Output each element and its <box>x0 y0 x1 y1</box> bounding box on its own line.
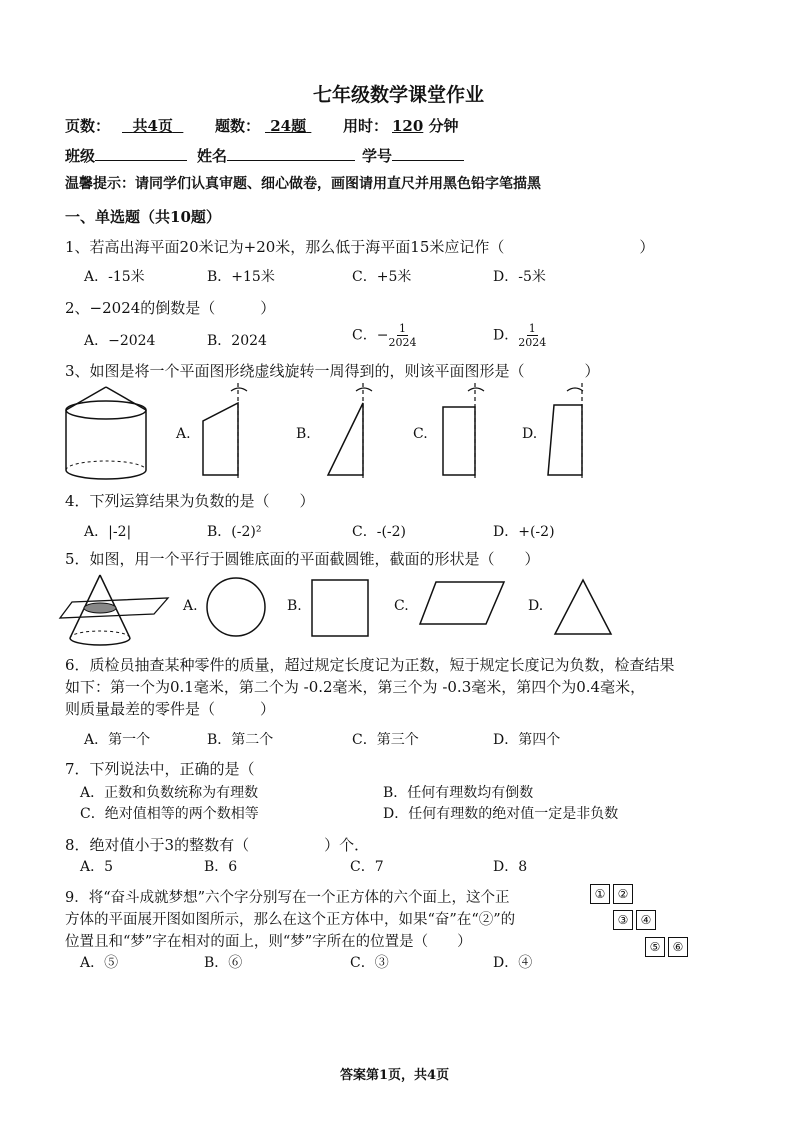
q7-option-d[interactable]: D．任何有理数的绝对值一定是非负数 <box>383 806 619 822</box>
q6-stem-line3: 则质量最差的零件是（ ） <box>65 700 276 718</box>
q9-option-c[interactable]: C．③ <box>350 955 389 971</box>
page-title: 七年级数学课堂作业 <box>313 84 485 106</box>
time-field <box>392 115 459 136</box>
q1-option-d[interactable]: D．-5米 <box>493 269 546 285</box>
q9-stem-line3: 位置且和“梦”字在相对的面上，则“梦”字所在的位置是（ ） <box>65 934 472 950</box>
q7-option-c[interactable]: C．绝对值相等的两个数相等 <box>80 806 259 822</box>
net-cell-6: ⑥ <box>668 937 688 957</box>
section-title: 一、单选题（共10题） <box>65 208 221 226</box>
q2-option-d-fraction <box>518 322 546 349</box>
q3-option-c-figure <box>435 383 500 483</box>
q4-option-d-label: D． <box>493 524 519 540</box>
q5-stem: 5．如图，用一个平行于圆锥底面的平面截圆锥，截面的形状是（ ） <box>65 550 540 568</box>
q2-stem: 2、−2024的倒数是（ ） <box>65 299 276 317</box>
page-footer: 答案第1页，共4页 <box>340 1068 450 1083</box>
q4-option-c-expr: -(-2) <box>376 524 407 540</box>
net-cell-1: ① <box>590 884 610 904</box>
q4-option-a-label: A． <box>84 524 109 540</box>
net-cell-4: ④ <box>636 910 656 930</box>
q4-stem: 4．下列运算结果为负数的是（ ） <box>65 492 315 510</box>
id-field <box>362 145 464 166</box>
q9-stem-line1: 9．将“奋斗成就梦想”六个字分别写在一个正方体的六个面上，这个正 <box>65 890 510 906</box>
q3-option-c[interactable]: C. <box>413 426 428 442</box>
q6-stem-line2: 如下：第一个为0.1毫米，第二个为 -0.2毫米，第三个为 -0.3毫米，第四个为0.4毫米， <box>65 678 646 696</box>
q3-option-d-figure <box>540 383 605 483</box>
q8-option-c[interactable]: C．7 <box>350 859 384 875</box>
name-label: 姓名 <box>197 147 228 165</box>
time-value: 120 <box>392 117 424 135</box>
q2-option-a[interactable]: A．−2024 <box>84 333 156 349</box>
class-blank[interactable] <box>95 146 187 161</box>
q7-stem: 7．下列说法中，正确的是（ <box>65 760 255 778</box>
q1-stem: 1、若高出海平面20米记为+20米，那么低于海平面15米应记作（ ） <box>65 238 655 256</box>
q4-option-a[interactable] <box>84 521 131 541</box>
q4-option-b[interactable] <box>207 521 261 541</box>
q1-option-c[interactable]: C．+5米 <box>352 269 412 285</box>
q5-option-c-parallelogram <box>418 580 508 630</box>
frac-numerator: 1 <box>398 322 406 335</box>
net-cell-3: ③ <box>613 910 633 930</box>
q4-option-c-label: C． <box>352 524 377 540</box>
q9-option-d[interactable]: D．④ <box>493 955 533 971</box>
q5-option-a-circle <box>204 578 274 638</box>
q4-option-d-expr: +(-2) <box>518 524 555 540</box>
pages-value <box>122 115 183 136</box>
frac-numerator: 1 <box>528 322 536 335</box>
q5-cone-figure <box>58 570 178 650</box>
q3-option-a[interactable]: A. <box>176 426 191 442</box>
time-label: 用时： <box>343 117 389 135</box>
questions-label: 题数： <box>215 117 261 135</box>
net-cell-5: ⑤ <box>645 937 665 957</box>
q4-option-c[interactable] <box>352 521 406 541</box>
name-field <box>197 145 355 166</box>
q6-option-a[interactable]: A．第一个 <box>84 732 151 748</box>
name-blank[interactable] <box>227 146 355 161</box>
q7-option-a[interactable]: A．正数和负数统称为有理数 <box>80 785 259 801</box>
q5-option-b[interactable]: B. <box>287 598 302 614</box>
q4-option-a-expr: |-2| <box>108 524 132 540</box>
q5-option-d[interactable]: D. <box>528 598 544 614</box>
questions-value <box>265 115 311 136</box>
q3-option-d[interactable]: D. <box>522 426 538 442</box>
q4-option-d[interactable] <box>493 521 555 541</box>
q2-option-d-label: D． <box>493 327 519 344</box>
q7-option-b[interactable]: B．任何有理数均有倒数 <box>383 785 534 801</box>
q2-option-c[interactable] <box>352 322 416 349</box>
id-label: 学号 <box>362 147 393 165</box>
q5-option-c[interactable]: C. <box>394 598 409 614</box>
q9-option-b[interactable]: B．⑥ <box>204 955 243 971</box>
q2-option-c-label: C．− <box>352 327 389 344</box>
q3-option-b-figure <box>318 383 378 483</box>
q5-option-a[interactable]: A. <box>183 598 198 614</box>
q3-stem: 3、如图是将一个平面图形绕虚线旋转一周得到的，则该平面图形是（ ） <box>65 362 600 380</box>
net-cell-2: ② <box>613 884 633 904</box>
q4-option-b-expr: (-2)² <box>231 524 262 540</box>
tip-text: 温馨提示：请同学们认真审题、细心做卷，画图请用直尺并用黑色铅字笔描黑 <box>65 176 541 192</box>
q8-stem: 8．绝对值小于3的整数有（ ）个． <box>65 836 370 854</box>
q2-option-c-fraction <box>388 322 416 349</box>
class-label: 班级 <box>65 147 96 165</box>
q8-option-a[interactable]: A．5 <box>80 859 114 875</box>
q6-option-c[interactable]: C．第三个 <box>352 732 419 748</box>
q1-option-a[interactable]: A．-15米 <box>84 269 145 285</box>
q6-option-d[interactable]: D．第四个 <box>493 732 561 748</box>
id-blank[interactable] <box>392 146 464 161</box>
q3-option-a-figure <box>195 383 255 483</box>
q6-stem-line1: 6．质检员抽查某种零件的质量，超过规定长度记为正数，短于规定长度记为负数，检查结果 <box>65 656 675 674</box>
q8-option-d[interactable]: D．8 <box>493 859 528 875</box>
q1-option-b[interactable]: B．+15米 <box>207 269 275 285</box>
q6-option-b[interactable]: B．第二个 <box>207 732 274 748</box>
q9-stem-line2: 方体的平面展开图如图所示，那么在这个正方体中，如果“奋”在“②”的 <box>65 912 516 928</box>
pages-label: 页数： <box>65 117 111 135</box>
q5-option-d-triangle <box>553 578 619 640</box>
class-field <box>65 145 187 166</box>
frac-denominator: 2024 <box>388 336 417 349</box>
questions-value-text: 24题 <box>270 117 307 135</box>
q2-option-b[interactable]: B．2024 <box>207 333 267 349</box>
q5-option-b-square <box>310 578 380 638</box>
q2-option-d[interactable] <box>493 322 546 349</box>
pages-value-text: 共4页 <box>132 117 173 135</box>
q4-option-b-label: B． <box>207 524 232 540</box>
q3-option-b[interactable]: B. <box>296 426 311 442</box>
time-unit: 分钟 <box>428 117 459 135</box>
q3-solid-figure <box>60 385 160 485</box>
frac-denominator: 2024 <box>518 336 547 349</box>
q8-option-b[interactable]: B．6 <box>204 859 238 875</box>
q9-option-a[interactable]: A．⑤ <box>80 955 119 971</box>
